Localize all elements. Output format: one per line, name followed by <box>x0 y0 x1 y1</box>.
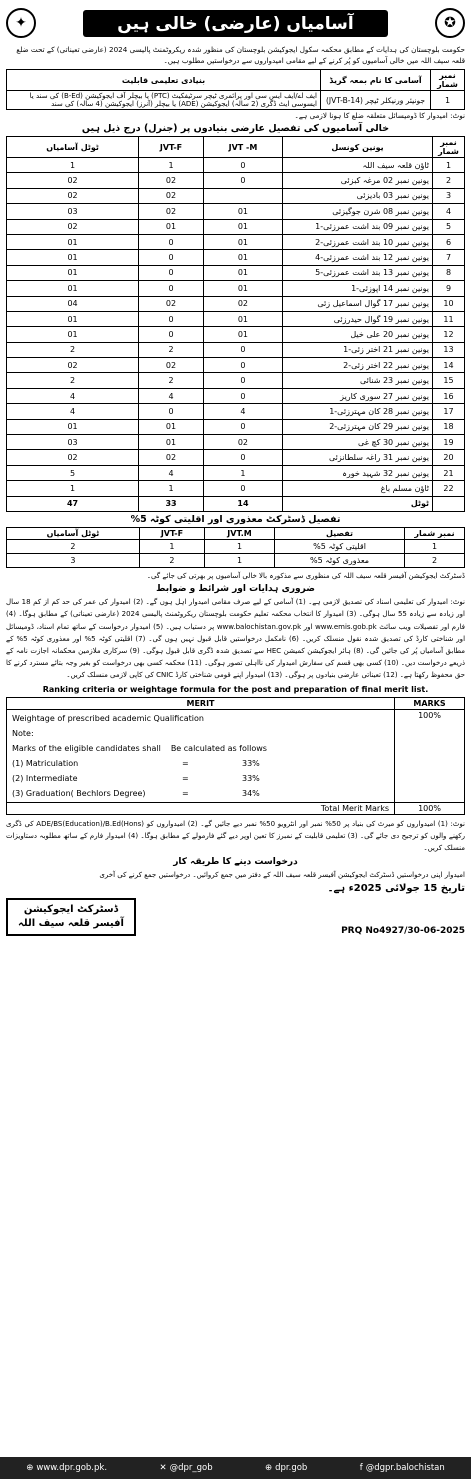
merit-col-merit: MERIT <box>7 697 395 709</box>
table-row <box>7 465 465 480</box>
table-row <box>7 327 465 342</box>
total-row <box>7 496 465 511</box>
weightage-label: Weightage of prescribed academic Qualification <box>12 713 204 723</box>
cell-uc: یونین نمبر 31 راغہ سلطانزئی <box>283 450 433 465</box>
merit-items <box>12 756 389 801</box>
quota-col-m: JVT.M <box>205 527 275 539</box>
globe-icon: ⊕ <box>265 1463 273 1473</box>
cell-no: 18 <box>433 419 465 434</box>
cell-m: 0 <box>203 419 282 434</box>
cell-t: 01 <box>7 234 139 249</box>
cell-m: 0 <box>203 481 282 496</box>
cell-uc: یونین نمبر 30 کچ غی <box>283 435 433 450</box>
website-link[interactable]: ⊕ www.dpr.gob.pk. <box>26 1463 108 1473</box>
table-row <box>7 281 465 296</box>
cell-no: 7 <box>433 250 465 265</box>
table-row <box>7 342 465 357</box>
quota-row <box>7 553 465 567</box>
cell-uc: یونین نمبر 10 بند اشت عمرزئی-2 <box>283 234 433 249</box>
total-merit-label: Total Merit Marks <box>7 802 395 814</box>
table-row <box>7 358 465 373</box>
cell-no: 13 <box>433 342 465 357</box>
vacancy-table <box>6 136 465 512</box>
cell-f: 02 <box>139 204 204 219</box>
cell-uc: یونین نمبر 12 بند اشت عمرزئی-4 <box>283 250 433 265</box>
table-row <box>7 219 465 234</box>
cell-f: 0 <box>139 250 204 265</box>
total-label: ٹوٹل <box>283 496 433 511</box>
post-table <box>6 69 465 110</box>
cell-f: 02 <box>139 188 204 203</box>
signature-line-1: ڈسٹرکٹ ایجوکیشن <box>23 904 119 916</box>
cell-f: 0 <box>139 327 204 342</box>
merit-item <box>12 786 389 801</box>
post-no: 1 <box>431 91 465 110</box>
cell-m: 01 <box>203 204 282 219</box>
merit-item-eq: = <box>182 788 189 798</box>
table-row <box>7 158 465 173</box>
cell-uc: یونین نمبر 09 بند اشت عمرزئی-1 <box>283 219 433 234</box>
cell-no: 5 <box>433 219 465 234</box>
table-row <box>7 250 465 265</box>
signature-box <box>6 898 136 936</box>
cell-m: 0 <box>203 388 282 403</box>
cell-t: 2 <box>7 342 139 357</box>
cell-t: 4 <box>7 388 139 403</box>
note-label: Note: <box>12 728 34 738</box>
government-emblem-left: ✦ <box>6 8 36 38</box>
section-quota-title: تفصیل ڈسٹرکٹ معذوری اور اقلیتی کوٹہ 5% <box>130 513 341 525</box>
table-row <box>7 311 465 326</box>
cell-uc: یونین نمبر 21 اختر زئی-1 <box>283 342 433 357</box>
cell-t: 04 <box>7 296 139 311</box>
table-row <box>7 204 465 219</box>
col-no: نمبر شمار <box>433 137 465 158</box>
col-union-council: یونین کونسل <box>283 137 433 158</box>
site2-link[interactable]: ⊕ dpr.gob <box>265 1463 308 1473</box>
table-row <box>7 173 465 188</box>
quota-cell-f: 1 <box>139 539 204 553</box>
table-row <box>7 450 465 465</box>
cell-f: 4 <box>139 465 204 480</box>
quota-cell-no: 1 <box>405 539 465 553</box>
cell-no: 6 <box>433 234 465 249</box>
cell-uc: یونین نمبر 17 گوال اسماعیل زئی <box>283 296 433 311</box>
last-date: تاریخ 15 جولائی 2025ء ہے۔ <box>327 883 465 895</box>
post-header-qualification: بنیادی تعلیمی قابلیت <box>7 70 321 91</box>
cell-t: 02 <box>7 188 139 203</box>
quota-col-desc: تفصیل <box>275 527 405 539</box>
quota-col-no: نمبر شمار <box>405 527 465 539</box>
bottom-social-bar <box>0 1457 471 1479</box>
quota-cell-t: 3 <box>7 553 140 567</box>
signature-line-2: آفیسر قلعہ سیف اللہ <box>18 918 124 930</box>
quota-cell-t: 2 <box>7 539 140 553</box>
cell-uc: ٹاؤن قلعہ سیف اللہ <box>283 158 433 173</box>
table-row <box>7 373 465 388</box>
merit-item <box>12 756 389 771</box>
cell-m <box>203 188 282 203</box>
cell-uc: یونین نمبر 23 شنائی <box>283 373 433 388</box>
table-row <box>7 419 465 434</box>
cell-t: 03 <box>7 204 139 219</box>
header <box>6 4 465 42</box>
body-intro: ڈسٹرکٹ ایجوکیشن آفیسر قلعہ سیف اللہ کی منظوری سے مذکورہ بالا خالی آسامیوں پر بھرتی کی جائے گی۔ <box>146 571 465 580</box>
cell-no: 19 <box>433 435 465 450</box>
merit-item-val: 34% <box>242 788 260 798</box>
table-row <box>7 388 465 403</box>
cell-uc: یونین نمبر 28 کان مہترزئی-1 <box>283 404 433 419</box>
twitter-icon: ✕ <box>159 1463 167 1473</box>
cell-m: 4 <box>203 404 282 419</box>
quota-cell-desc: اقلیتی کوٹہ 5% <box>275 539 405 553</box>
cell-t: 2 <box>7 373 139 388</box>
cell-t: 5 <box>7 465 139 480</box>
merit-table <box>6 697 465 815</box>
cell-no: 14 <box>433 358 465 373</box>
prq-number: PRQ No4927/30-06-2025 <box>341 926 465 937</box>
footer-notes: نوٹ: (1) امیدواروں کو میرٹ کی بنیاد پر 50% نمبر اور انٹرویو 50% نمبر دیے جائیں گے۔ (2) امیدواروں کو ADE/BS(Education)/B.Ed(Hons) کی ڈگری رکھنے والوں کو ترجیح دی جائے گی۔ (3) تعلیمی قابلیت کے نمبرز کا تعین اوپر دیے گئے فارمولے کے مطابق ہوگا۔ (4) امیدوار فارم کے ساتھ مطلوبہ دستاویزات منسلک کریں۔ <box>6 819 465 853</box>
cell-uc: یونین نمبر 13 بند اشت عمرزئی-5 <box>283 265 433 280</box>
cell-f: 02 <box>139 296 204 311</box>
cell-no: 3 <box>433 188 465 203</box>
post-header-no: نمبر شمار <box>431 70 465 91</box>
col-jvt-f: JVT-F <box>139 137 204 158</box>
cell-no: 9 <box>433 281 465 296</box>
cell-f: 02 <box>139 173 204 188</box>
cell-uc: ٹاؤن مسلم باغ <box>283 481 433 496</box>
cell-no: 12 <box>433 327 465 342</box>
cell-no: 11 <box>433 311 465 326</box>
application-text: امیدوار اپنی درخواستیں ڈسٹرکٹ ایجوکیشن آفیسر قلعہ سیف اللہ کے دفتر میں جمع کروائیں۔ درخواستیں جمع کرنے کی آخری <box>99 870 465 879</box>
weightage-marks: 100% <box>395 709 465 802</box>
cell-uc: یونین نمبر 02 مرغہ کبزئی <box>283 173 433 188</box>
cell-no: 15 <box>433 373 465 388</box>
cell-m: 01 <box>203 265 282 280</box>
cell-uc: یونین نمبر 03 بادیزئی <box>283 188 433 203</box>
merit-item-val: 33% <box>242 758 260 768</box>
section-general-title: خالی آسامیوں کی تفصیل عارضی بنیادوں پر (جنرل) درج ذیل ہیں <box>81 123 390 134</box>
col-total: ٹوٹل آسامیاں <box>7 137 139 158</box>
cell-t: 1 <box>7 158 139 173</box>
cell-uc: یونین نمبر 19 گوال حیدرزئی <box>283 311 433 326</box>
total-m: 14 <box>203 496 282 511</box>
cell-f: 01 <box>139 435 204 450</box>
cell-f: 0 <box>139 234 204 249</box>
post-qualification: ایف اے/ایف ایس سی اور پرائمری ٹیچر سرٹیفکیٹ (PTC) یا بیچلر آف ایجوکیشن (B-Ed) کی سند یا ایسوسی ایٹ ڈگری (2 سالہ) ایجوکیشن (ADE) یا بیچلر (آنرز) ایجوکیشن (4 سالہ) کی سند <box>7 91 321 110</box>
intro-text: حکومت بلوچستان کی ہدایات کے مطابق محکمہ سکول ایجوکیشن بلوچستان کی منظور شدہ ریکروٹمنٹ پالیسی 2024 (عارضی تعیناتی) کے تحت ضلع قلعہ سیف اللہ میں خالی آسامیوں کو پُر کرنے کے لیے مقامی امیدواروں سے درخواستیں مطلوب ہیں۔ <box>16 45 465 65</box>
cell-m: 01 <box>203 234 282 249</box>
cell-f: 0 <box>139 265 204 280</box>
cell-no: 20 <box>433 450 465 465</box>
table-row <box>7 234 465 249</box>
quota-cell-f: 2 <box>139 553 204 567</box>
cell-f: 2 <box>139 373 204 388</box>
cell-m: 01 <box>203 311 282 326</box>
table-row <box>7 265 465 280</box>
merit-item-val: 33% <box>242 773 260 783</box>
cell-no: 16 <box>433 388 465 403</box>
cell-t: 02 <box>7 219 139 234</box>
note-top: نوٹ: امیدوار کا ڈومیسائل متعلقہ ضلع کا ہونا لازمی ہے۔ <box>294 111 465 120</box>
cell-no: 10 <box>433 296 465 311</box>
instructions-title: ضروری ہدایات اور شرائط و ضوابط <box>156 584 315 595</box>
cell-m: 01 <box>203 281 282 296</box>
merit-item-label: (1) Matriculation <box>12 758 79 768</box>
cell-t: 4 <box>7 404 139 419</box>
cell-no: 8 <box>433 265 465 280</box>
cell-uc: یونین نمبر 08 شرن جوگیزئی <box>283 204 433 219</box>
merit-item <box>12 771 389 786</box>
marks-intro-a: Marks of the eligible candidates shall <box>12 743 161 753</box>
cell-uc: یونین نمبر 14 اپوزئی-1 <box>283 281 433 296</box>
globe-icon: ⊕ <box>26 1463 34 1473</box>
cell-uc: یونین نمبر 29 کان مہترزئی-2 <box>283 419 433 434</box>
merit-col-marks: MARKS <box>395 697 465 709</box>
cell-t: 02 <box>7 358 139 373</box>
merit-item-eq: = <box>182 758 189 768</box>
cell-uc: یونین نمبر 20 علی خیل <box>283 327 433 342</box>
cell-t: 01 <box>7 265 139 280</box>
cell-f: 1 <box>139 481 204 496</box>
cell-m: 0 <box>203 358 282 373</box>
quota-cell-m: 1 <box>205 539 275 553</box>
cell-t: 01 <box>7 311 139 326</box>
cell-t: 02 <box>7 173 139 188</box>
table-row <box>7 404 465 419</box>
post-header-name: آسامی کا نام بمعہ گریڈ <box>321 70 431 91</box>
signature-area <box>6 898 465 936</box>
cell-uc: یونین نمبر 27 سوری کاریز <box>283 388 433 403</box>
cell-m: 01 <box>203 219 282 234</box>
total-no <box>433 496 465 511</box>
merit-item-label: (2) Intermediate <box>12 773 78 783</box>
cell-f: 02 <box>139 358 204 373</box>
cell-f: 2 <box>139 342 204 357</box>
col-jvt-m: JVT -M <box>203 137 282 158</box>
cell-m: 0 <box>203 450 282 465</box>
merit-item-eq: = <box>182 773 189 783</box>
quota-cell-no: 2 <box>405 553 465 567</box>
cell-m: 0 <box>203 173 282 188</box>
cell-no: 1 <box>433 158 465 173</box>
government-emblem-right: ✪ <box>435 8 465 38</box>
cell-f: 4 <box>139 388 204 403</box>
cell-t: 02 <box>7 450 139 465</box>
cell-f: 01 <box>139 419 204 434</box>
cell-t: 01 <box>7 327 139 342</box>
merit-details <box>7 709 395 802</box>
cell-f: 02 <box>139 450 204 465</box>
cell-uc: یونین نمبر 22 اختر زئی-2 <box>283 358 433 373</box>
quota-row <box>7 539 465 553</box>
marks-intro-b: Be calculated as follows <box>170 743 267 753</box>
cell-no: 4 <box>433 204 465 219</box>
total-t: 47 <box>7 496 139 511</box>
cell-t: 01 <box>7 250 139 265</box>
table-row <box>7 481 465 496</box>
cell-t: 01 <box>7 419 139 434</box>
quota-col-total: ٹوٹل آسامیاں <box>7 527 140 539</box>
cell-no: 2 <box>433 173 465 188</box>
cell-m: 02 <box>203 296 282 311</box>
cell-m: 01 <box>203 250 282 265</box>
cell-no: 21 <box>433 465 465 480</box>
merit-item-label: (3) Graduation( Bechlors Degree) <box>12 788 146 798</box>
cell-no: 22 <box>433 481 465 496</box>
quota-cell-desc: معذوری کوٹہ 5% <box>275 553 405 567</box>
marks-intro <box>12 741 389 756</box>
application-method-title: درخواست دینے کا طریقہ کار <box>173 856 298 867</box>
total-merit-marks: 100% <box>395 802 465 814</box>
facebook-icon: f <box>359 1463 363 1473</box>
table-row <box>7 296 465 311</box>
cell-f: 0 <box>139 281 204 296</box>
cell-m: 0 <box>203 158 282 173</box>
cell-f: 0 <box>139 311 204 326</box>
cell-m: 0 <box>203 373 282 388</box>
quota-cell-m: 1 <box>205 553 275 567</box>
cell-t: 01 <box>7 281 139 296</box>
cell-f: 0 <box>139 404 204 419</box>
cell-t: 03 <box>7 435 139 450</box>
cell-f: 1 <box>139 158 204 173</box>
table-row <box>7 435 465 450</box>
cell-m: 0 <box>203 342 282 357</box>
quota-col-f: JVT-F <box>139 527 204 539</box>
post-name: جونیئر ورنیکلر ٹیچر (JVT-B-14) <box>321 91 431 110</box>
quota-table <box>6 527 465 568</box>
cell-m: 01 <box>203 327 282 342</box>
cell-m: 1 <box>203 465 282 480</box>
page-title: آسامیاں (عارضی) خالی ہیں <box>83 10 387 37</box>
cell-t: 1 <box>7 481 139 496</box>
instructions-text: نوٹ: امیدوار کی تعلیمی اسناد کی تصدیق لازمی ہے۔ (1) آسامی کے لیے صرف مقامی امیدوار اہل ہوں گے۔ (2) امیدوار کی عمر کی حد کم از کم 18 سال اور زیادہ سے زیادہ 55 سال ہوگی۔ (3) امیدوار کا انتخاب محکمہ تعلیم حکومت بلوچستان ریکروٹمنٹ پالیسی 2024 (عارضی تعیناتی) کے مطابق ہوگا۔ (4) فارم اور تفصیلات ویب سائٹ www.emis.gob.pk اور www.balochistan.gov.pk پر دستیاب ہیں۔ (5) امیدوار درخواست کے ساتھ تمام اسناد، ڈومیسائل اور شناختی کارڈ کی تصدیق شدہ نقول منسلک کریں۔ (6) نامکمل درخواستیں قابل قبول نہیں ہوں گی۔ (7) اقلیتی کوٹہ 5% اور معذوری کوٹہ 5% کے مطابق آسامیاں پُر کی جائیں گی۔ (8) ہائر ایجوکیشن کمیشن HEC سے تصدیق شدہ ڈگری قابل قبول ہوگی۔ (9) سرکاری ملازمین محکمانہ اجازت نامہ کے ذریعے درخواست دیں۔ (10) کسی بھی قسم کی سفارش امیدوار کی نااہلی تصور ہوگی۔ (11) محکمہ کسی بھی درخواست کو بغیر وجہ بتائے مسترد کرنے کا حق محفوظ رکھتا ہے۔ (12) تعیناتی عارضی بنیادوں پر ہوگی۔ (13) امیدوار اپنے قومی شناختی کارڈ CNIC کی کاپی لازمی منسلک کریں۔ <box>6 598 466 680</box>
cell-no: 17 <box>433 404 465 419</box>
twitter-link[interactable]: ✕ @dpr_gob <box>159 1463 213 1473</box>
cell-uc: یونین نمبر 32 شہید خورہ <box>283 465 433 480</box>
total-f: 33 <box>139 496 204 511</box>
table-row <box>7 188 465 203</box>
cell-m: 02 <box>203 435 282 450</box>
facebook-link[interactable]: f @dgpr.balochistan <box>359 1463 445 1473</box>
cell-f: 01 <box>139 219 204 234</box>
merit-title: Ranking criteria or weightage formula for the post and preparation of final merit list. <box>42 684 429 694</box>
